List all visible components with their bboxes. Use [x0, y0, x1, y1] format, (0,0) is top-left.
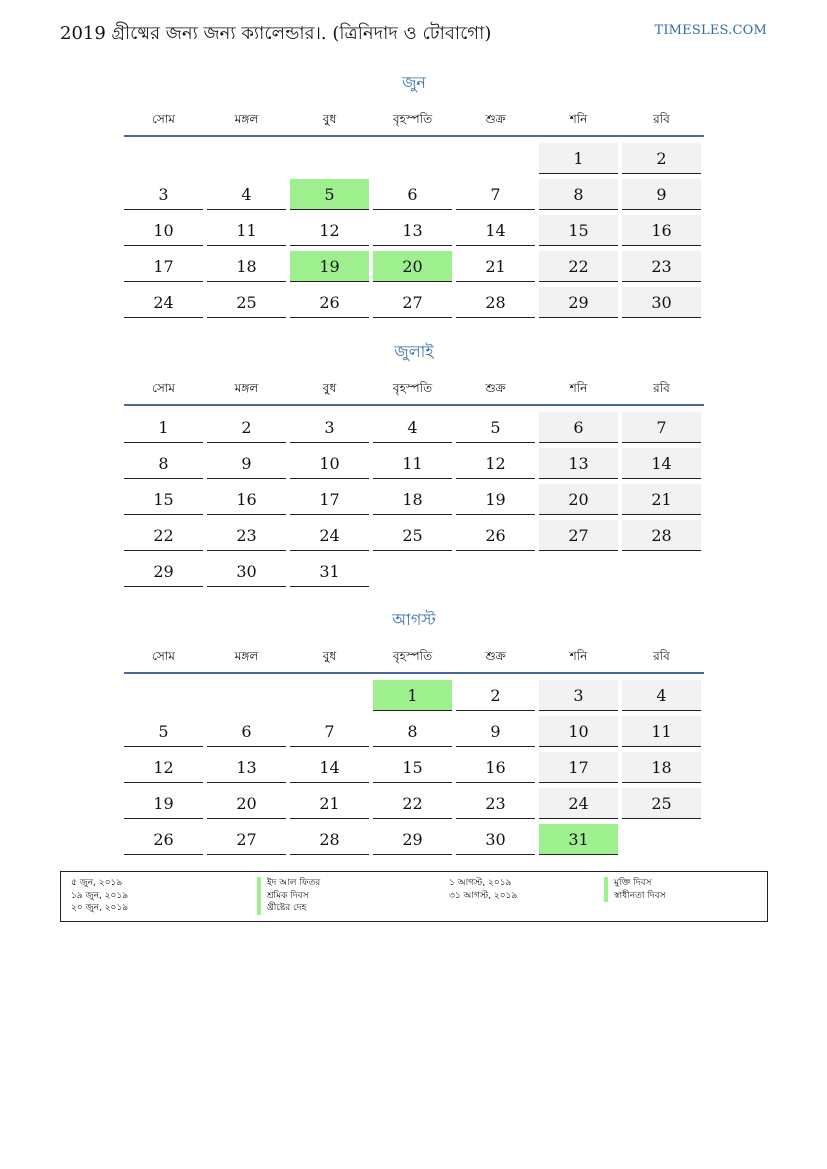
empty-day-cell — [290, 143, 369, 173]
day-cell: 3 — [290, 412, 369, 443]
day-cell: 14 — [456, 215, 535, 246]
legend-date: ৫ জুন, ২০১৯ — [71, 878, 123, 888]
week-row — [124, 484, 704, 520]
month-title: আগস্ট — [392, 610, 436, 629]
holiday-day-cell: 19 — [290, 251, 369, 282]
day-cell: 13 — [539, 448, 618, 479]
holiday-day-cell: 5 — [290, 179, 369, 210]
day-cell: 20 — [539, 484, 618, 515]
empty-day-cell — [124, 680, 203, 710]
day-cell: 12 — [290, 215, 369, 246]
holiday-legend — [60, 871, 768, 922]
day-cell: 28 — [622, 520, 701, 551]
day-cell: 4 — [207, 179, 286, 210]
day-cell: 31 — [290, 556, 369, 587]
day-cell: 28 — [290, 824, 369, 855]
week-row — [124, 824, 704, 860]
legend-holiday-name: ইদ আল ফিতর — [257, 877, 320, 890]
day-cell: 14 — [622, 448, 701, 479]
day-cell: 12 — [124, 752, 203, 783]
day-cell: 29 — [539, 287, 618, 318]
day-cell: 30 — [456, 824, 535, 855]
day-cell: 28 — [456, 287, 535, 318]
day-cell: 6 — [207, 716, 286, 747]
weekday-label: রবি — [653, 381, 670, 395]
day-cell: 23 — [456, 788, 535, 819]
legend-right-names — [604, 877, 666, 902]
empty-day-cell — [456, 556, 535, 586]
day-cell: 11 — [622, 716, 701, 747]
empty-day-cell — [373, 556, 452, 586]
legend-holiday-name: স্বাধীনতা দিবস — [604, 890, 666, 903]
legend-date: ১ আগস্ট, ২০১৯ — [449, 878, 512, 888]
day-cell: 15 — [124, 484, 203, 515]
empty-day-cell — [207, 680, 286, 710]
legend-left-names — [257, 877, 320, 915]
empty-day-cell — [622, 556, 701, 586]
day-cell: 15 — [539, 215, 618, 246]
weekday-label: শুক্র — [485, 649, 506, 663]
legend-holiday-name: খ্রীষ্টের দেহ — [257, 902, 320, 915]
legend-holiday-name: মুক্তি দিবস — [604, 877, 666, 890]
month-title: জুন — [402, 73, 426, 92]
day-cell: 7 — [456, 179, 535, 210]
day-cell: 6 — [539, 412, 618, 443]
weekday-header — [124, 377, 704, 406]
empty-day-cell — [622, 824, 701, 854]
day-cell: 7 — [622, 412, 701, 443]
week-row — [124, 716, 704, 752]
weekday-header — [124, 108, 704, 137]
empty-day-cell — [539, 556, 618, 586]
weekday-label: বৃহস্পতি — [392, 649, 433, 663]
day-cell: 24 — [290, 520, 369, 551]
day-cell: 27 — [373, 287, 452, 318]
day-cell: 22 — [124, 520, 203, 551]
weekday-label: বৃহস্পতি — [392, 381, 433, 395]
weekday-label: শুক্র — [485, 112, 506, 126]
week-row — [124, 287, 704, 323]
day-cell: 27 — [207, 824, 286, 855]
day-cell: 8 — [373, 716, 452, 747]
weekday-label: রবি — [653, 112, 670, 126]
day-cell: 16 — [207, 484, 286, 515]
weekday-label: বৃহস্পতি — [392, 112, 433, 126]
day-cell: 8 — [539, 179, 618, 210]
month-calendar — [124, 72, 704, 323]
day-cell: 20 — [207, 788, 286, 819]
weekday-label: সোম — [152, 649, 175, 663]
legend-right-dates — [449, 877, 517, 902]
site-link[interactable]: TIMESLES.COM — [654, 23, 767, 38]
legend-date: ৩১ আগস্ট, ২০১৯ — [449, 890, 518, 901]
month-title: জুলাই — [394, 342, 434, 361]
day-cell: 4 — [373, 412, 452, 443]
empty-day-cell — [290, 680, 369, 710]
day-cell: 6 — [373, 179, 452, 210]
day-cell: 27 — [539, 520, 618, 551]
legend-left-dates — [71, 877, 128, 915]
weekday-label: বুধ — [322, 381, 337, 395]
day-cell: 25 — [207, 287, 286, 318]
weekday-label: শনি — [569, 381, 588, 395]
weekday-header — [124, 645, 704, 674]
day-cell: 29 — [373, 824, 452, 855]
day-cell: 17 — [290, 484, 369, 515]
week-row — [124, 752, 704, 788]
day-cell: 18 — [373, 484, 452, 515]
week-row — [124, 412, 704, 448]
day-cell: 5 — [456, 412, 535, 443]
week-row — [124, 143, 704, 179]
day-cell: 7 — [290, 716, 369, 747]
day-cell: 4 — [622, 680, 701, 711]
month-calendar — [124, 609, 704, 860]
weekday-label: শুক্র — [485, 381, 506, 395]
holiday-day-cell: 31 — [539, 824, 618, 855]
day-cell: 19 — [124, 788, 203, 819]
week-row — [124, 215, 704, 251]
day-cell: 1 — [124, 412, 203, 443]
day-cell: 9 — [207, 448, 286, 479]
day-cell: 26 — [124, 824, 203, 855]
week-row — [124, 251, 704, 287]
day-cell: 21 — [290, 788, 369, 819]
weekday-label: সোম — [152, 381, 175, 395]
day-cell: 2 — [622, 143, 701, 174]
day-cell: 19 — [456, 484, 535, 515]
day-cell: 12 — [456, 448, 535, 479]
legend-holiday-name: শ্রমিক দিবস — [257, 890, 320, 903]
day-cell: 25 — [622, 788, 701, 819]
legend-date: ১৯ জুন, ২০১৯ — [71, 890, 129, 901]
day-cell: 29 — [124, 556, 203, 587]
day-cell: 24 — [539, 788, 618, 819]
day-cell: 18 — [622, 752, 701, 783]
weekday-label: মঙ্গল — [234, 381, 259, 395]
day-cell: 30 — [207, 556, 286, 587]
week-row — [124, 179, 704, 215]
day-cell: 26 — [456, 520, 535, 551]
day-cell: 11 — [207, 215, 286, 246]
day-cell: 3 — [539, 680, 618, 711]
day-cell: 9 — [622, 179, 701, 210]
day-cell: 23 — [622, 251, 701, 282]
empty-day-cell — [456, 143, 535, 173]
day-cell: 22 — [539, 251, 618, 282]
weekday-label: মঙ্গল — [234, 112, 259, 126]
day-cell: 22 — [373, 788, 452, 819]
day-cell: 23 — [207, 520, 286, 551]
day-cell: 21 — [456, 251, 535, 282]
day-cell: 10 — [124, 215, 203, 246]
weekday-label: বুধ — [322, 112, 337, 126]
weekday-label: বুধ — [322, 649, 337, 663]
weekday-label: শনি — [569, 112, 588, 126]
day-cell: 21 — [622, 484, 701, 515]
day-cell: 18 — [207, 251, 286, 282]
day-cell: 2 — [456, 680, 535, 711]
week-row — [124, 448, 704, 484]
weekday-label: রবি — [653, 649, 670, 663]
page-title: 2019 গ্রীষ্মের জন্য জন্য ক্যালেন্ডার।. (ত্রিনিদাদ ও টোবাগো) — [60, 23, 492, 44]
day-cell: 24 — [124, 287, 203, 318]
day-cell: 11 — [373, 448, 452, 479]
week-row — [124, 788, 704, 824]
day-cell: 10 — [539, 716, 618, 747]
day-grid — [124, 680, 704, 860]
day-cell: 13 — [207, 752, 286, 783]
day-cell: 8 — [124, 448, 203, 479]
weekday-label: মঙ্গল — [234, 649, 259, 663]
day-cell: 30 — [622, 287, 701, 318]
day-cell: 16 — [622, 215, 701, 246]
day-cell: 15 — [373, 752, 452, 783]
day-grid — [124, 412, 704, 592]
empty-day-cell — [124, 143, 203, 173]
week-row — [124, 680, 704, 716]
day-cell: 3 — [124, 179, 203, 210]
day-cell: 26 — [290, 287, 369, 318]
week-row — [124, 520, 704, 556]
holiday-day-cell: 20 — [373, 251, 452, 282]
day-cell: 10 — [290, 448, 369, 479]
day-cell: 17 — [124, 251, 203, 282]
day-cell: 13 — [373, 215, 452, 246]
empty-day-cell — [207, 143, 286, 173]
day-cell: 1 — [539, 143, 618, 174]
weekday-label: শনি — [569, 649, 588, 663]
legend-date: ২০ জুন, ২০১৯ — [71, 903, 129, 913]
weekday-label: সোম — [152, 112, 175, 126]
day-grid — [124, 143, 704, 323]
day-cell: 5 — [124, 716, 203, 747]
day-cell: 16 — [456, 752, 535, 783]
day-cell: 14 — [290, 752, 369, 783]
month-calendar — [124, 341, 704, 592]
week-row — [124, 556, 704, 592]
day-cell: 2 — [207, 412, 286, 443]
holiday-day-cell: 1 — [373, 680, 452, 711]
day-cell: 9 — [456, 716, 535, 747]
day-cell: 25 — [373, 520, 452, 551]
empty-day-cell — [373, 143, 452, 173]
day-cell: 17 — [539, 752, 618, 783]
